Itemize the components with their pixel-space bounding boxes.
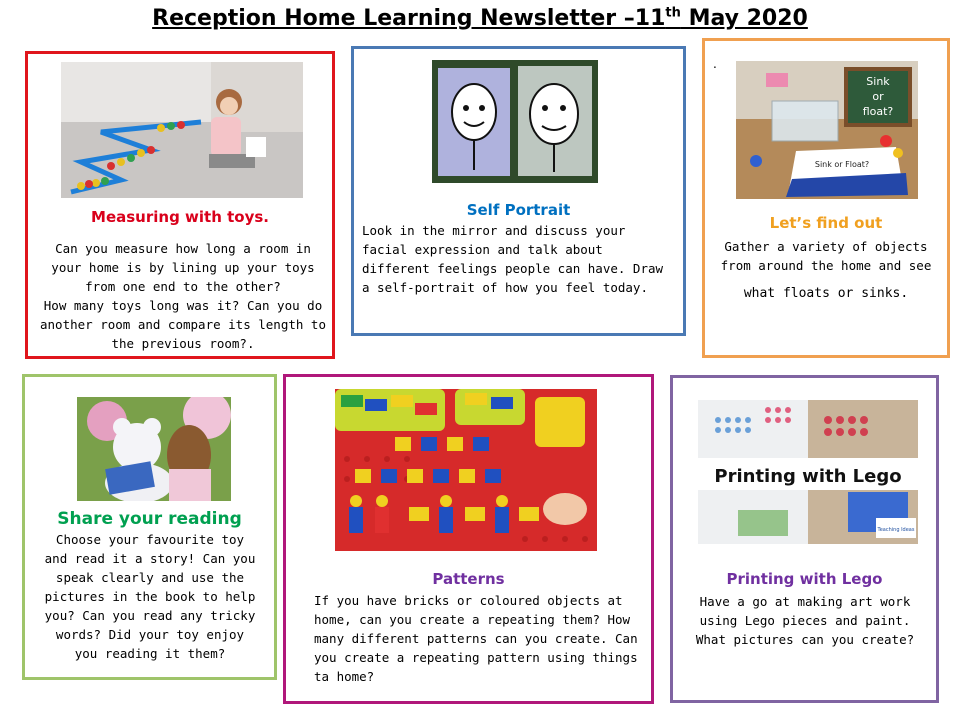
lego-text: Have a go at making art work using Lego pieces and paint. What pictures can you create? bbox=[695, 594, 915, 647]
reading-title: Share your reading bbox=[57, 509, 242, 529]
portrait-photo bbox=[432, 60, 598, 183]
sign-word-1: Sink bbox=[866, 75, 890, 88]
lego-printing-photo bbox=[698, 400, 918, 544]
card-reading bbox=[22, 374, 277, 680]
reading-text: Choose your favourite toy and read it a story! Can you speak clearly and use the pictures in the book to help you? Can you read any tricky words? Did your toy enjoy you reading it them? bbox=[44, 532, 256, 661]
sign-word-3: float? bbox=[862, 105, 894, 118]
title-text: Reception Home Learning Newsletter –11 bbox=[152, 6, 666, 32]
lego-title: Printing with Lego bbox=[726, 570, 883, 588]
measuring-photo bbox=[61, 62, 303, 198]
patterns-title: Patterns bbox=[432, 570, 505, 588]
stray-dot: . bbox=[713, 57, 717, 71]
lego-banner-text: Printing with Lego bbox=[714, 466, 902, 487]
title-superscript: th bbox=[665, 6, 681, 21]
card-self-portrait bbox=[351, 46, 686, 336]
measuring-title: Measuring with toys. bbox=[91, 208, 269, 226]
portrait-text: Look in the mirror and discuss your facial expression and talk about different feelings people can have. Draw a self-portrait of how you feel today. bbox=[362, 223, 664, 295]
card-find-out bbox=[702, 38, 950, 358]
card-measuring bbox=[25, 51, 335, 359]
sign-word-2: or bbox=[872, 90, 884, 103]
book-label: Sink or Float? bbox=[814, 160, 870, 169]
reading-photo bbox=[77, 397, 231, 501]
measuring-text: Can you measure how long a room in your home is by lining up your toys from one end to the other? How many toys long was it? Can you do another room and compare its length to the previous room?. bbox=[40, 241, 326, 351]
sink-float-photo bbox=[736, 61, 918, 199]
portrait-title: Self Portrait bbox=[466, 201, 571, 219]
findout-text: Gather a variety of objects from around the home and see bbox=[720, 239, 932, 273]
card-printing-lego bbox=[670, 375, 939, 703]
newsletter-title bbox=[0, 6, 960, 31]
patterns-photo bbox=[335, 389, 597, 551]
patterns-text: If you have bricks or coloured objects at home, can you create a repeating them? How many different patterns can you create. Can you create a repeating pattern using things ta home? bbox=[314, 593, 638, 684]
card-patterns bbox=[283, 374, 654, 704]
title-date: May 2020 bbox=[680, 6, 808, 32]
findout-title: Let’s find out bbox=[769, 214, 883, 232]
findout-text-2: what floats or sinks. bbox=[743, 286, 909, 301]
teaching-ideas-logo: Teaching Ideas bbox=[877, 527, 915, 533]
